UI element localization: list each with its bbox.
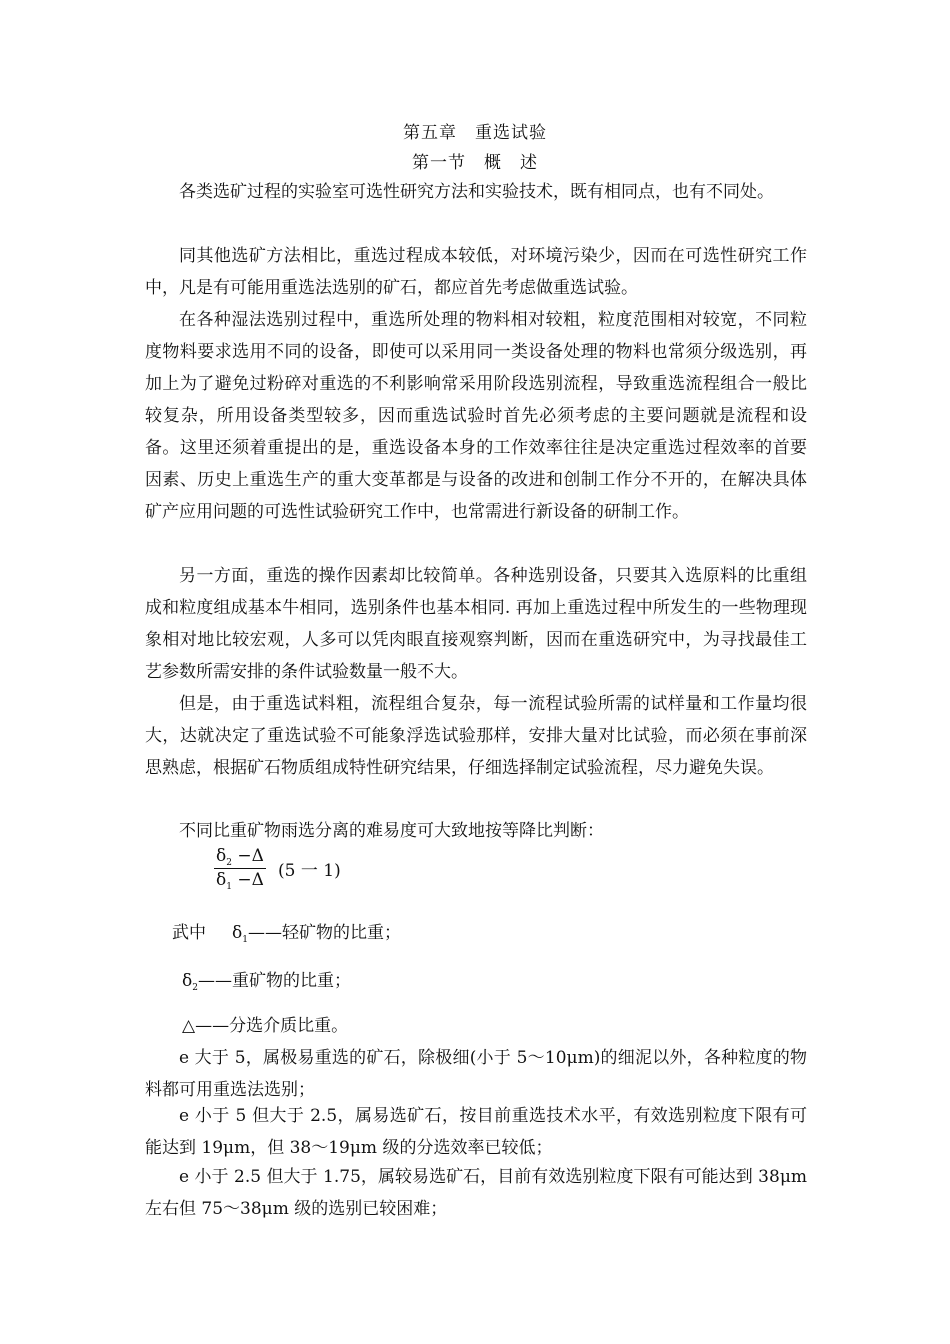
definition-medium: △——分选介质比重。 <box>182 1016 349 1036</box>
equation-number: (5 一 1) <box>278 861 341 881</box>
definition-light-mineral: 武中 $\delta_1——$轻矿物的比重； <box>172 923 401 945</box>
formula-denominator: $\delta_1 -\Delta$ <box>216 870 264 892</box>
definition-prefix: 武中 <box>172 923 206 943</box>
chapter-title: 第五章 重选试验 <box>403 123 547 143</box>
formula-numerator: $\delta_2 -\Delta$ <box>216 846 264 868</box>
paragraph: 另一方面，重选的操作因素却比较简单。各种选别设备，只要其入选原料的比重组成和粒度组成基本牛相同，选别条件也基本相同. 再加上重选过程中所发生的一些物理现象相对地比较宏观，人多可以凭肉眼直接观察判断，因而在重选研究中，为寻找最佳工艺参数所需安排的条件试验数量一般不大。 <box>145 566 807 682</box>
definition-heavy-mineral: $\delta_2——$重矿物的比重； <box>182 971 351 993</box>
criterion-paragraph: e 大于 5，属极易重选的矿石，除极细(小于 5～10μm)的细泥以外，各种粒度的物料都可用重选法选别； <box>145 1048 807 1100</box>
paragraph: 不同比重矿物雨选分离的难易度可大致地按等降比判断： <box>179 821 604 841</box>
section-title: 第一节 概 述 <box>412 153 538 173</box>
paragraph: 在各种湿法选别过程中，重选所处理的物料相对较粗，粒度范围相对较宽，不同粒度物料要求选用不同的设备，即使可以采用同一类设备处理的物料也常须分级选别，再加上为了避免过粉碎对重选的不利影响常采用阶段选别流程，导致重选流程组合一般比较复杂，所用设备类型较多，因而重选试验时首先必须考虑的主要问题就是流程和设备。这里还须着重提出的是，重选设备本身的工作效率往往是决定重选过程效率的首要因素、历史上重选生产的重大变革都是与设备的改进和创制工作分不开的，在解决具体矿产应用问题的可选性试验研究工作中，也常需进行新设备的研制工作。 <box>145 310 807 522</box>
paragraph: 各类选矿过程的实验室可选性研究方法和实验技术，既有相同点，也有不同处。 <box>179 182 774 202</box>
paragraph: 但是，由于重选试料粗，流程组合复杂，每一流程试验所需的试样量和工作量均很大，达就决定了重选试验不可能象浮选试验那样，安排大量对比试验，而必须在事前深思熟虑，根据矿石物质组成特性研究结果，仔细选择制定试验流程，尽力避免失误。 <box>145 694 807 778</box>
paragraph: 同其他选矿方法相比，重选过程成本较低，对环境污染少，因而在可选性研究工作中，凡是有可能用重选法选别的矿石，都应首先考虑做重选试验。 <box>145 246 807 298</box>
criterion-paragraph: e 小于 2.5 但大于 1.75，属较易选矿石，目前有效选别粒度下限有可能达到 38μm 左右但 75～38μm 级的选别已较困难； <box>145 1167 807 1219</box>
fraction-bar <box>214 868 266 869</box>
criterion-paragraph: e 小于 5 但大于 2.5，属易选矿石，按目前重选技术水平，有效选别粒度下限有可能达到 19μm，但 38～19μm 级的分选效率已较低； <box>145 1106 807 1158</box>
